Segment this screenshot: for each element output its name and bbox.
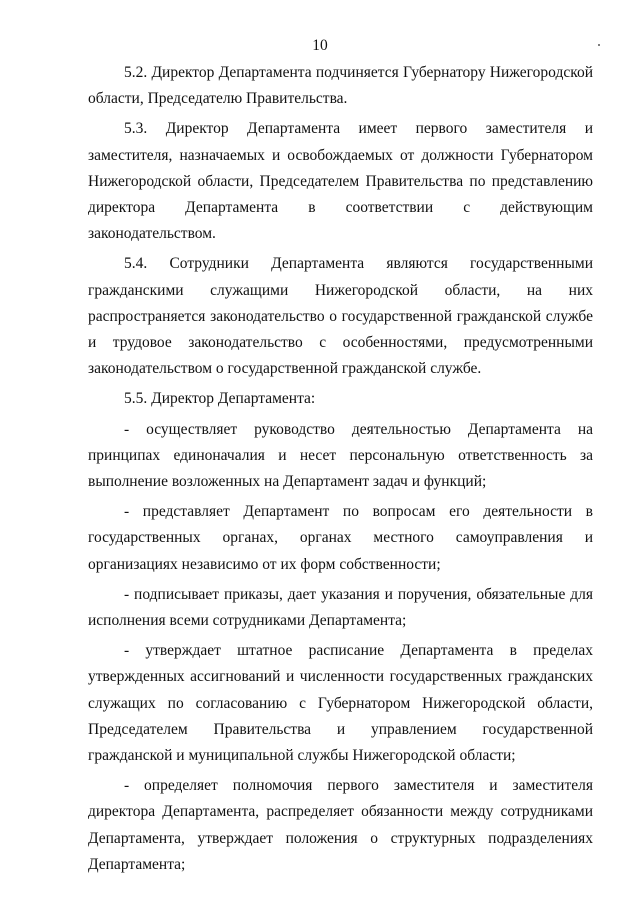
list-item-signs-orders: - подписывает приказы, дает указания и поручения, обязательные для исполнения всеми сотрудниками Департамента; xyxy=(88,585,593,630)
paragraph-5-4: 5.4. Сотрудники Департамента являются государственными гражданскими служащими Нижегородской области, на них распространяется законодательство о государственной гражданской службе и трудовое законодательство с особенностями, предусмотренными законодательством о государственной гражданской службе. xyxy=(88,255,593,378)
list-item-represents: - представляет Департамент по вопросам его деятельности в государственных органах, органах местного самоуправления и организациях независимо от их форм собственности; xyxy=(88,503,593,573)
scan-speck xyxy=(598,44,600,46)
paragraph-5-2: 5.2. Директор Департамента подчиняется Губернатору Нижегородской области, Председателю Правительства. xyxy=(88,64,593,108)
list-item-manages: - осуществляет руководство деятельностью Департамента на принципах единоначалия и несет персональную ответственность за выполнение возложенных на Департамент задач и функций; xyxy=(88,420,593,491)
page-number: 10 xyxy=(312,37,328,54)
paragraph-5-3: 5.3. Директор Департамента имеет первого заместителя и заместителя, назначаемых и освобождаемых от должности Губернатором Нижегородской области, Председателем Правительства по представлению директора Департамента в соответствии с действующим законодательством. xyxy=(88,120,593,243)
paragraph-5-5: 5.5. Директор Департамента: xyxy=(124,390,316,408)
list-item-approves-staffing: - утверждает штатное расписание Департамента в пределах утвержденных ассигнований и численности государственных гражданских служащих по согласованию с Губернатором Нижегородской области, Председателем Правительства и управлением государственной гражданской и муниципальной службы Нижегородской области; xyxy=(88,642,593,765)
list-item-defines-powers: - определяет полномочия первого заместителя и заместителя директора Департамента, распределяет обязанности между сотрудниками Департамента, утверждает положения о структурных подразделениях Департамента; xyxy=(88,777,593,873)
document-body xyxy=(88,60,593,882)
